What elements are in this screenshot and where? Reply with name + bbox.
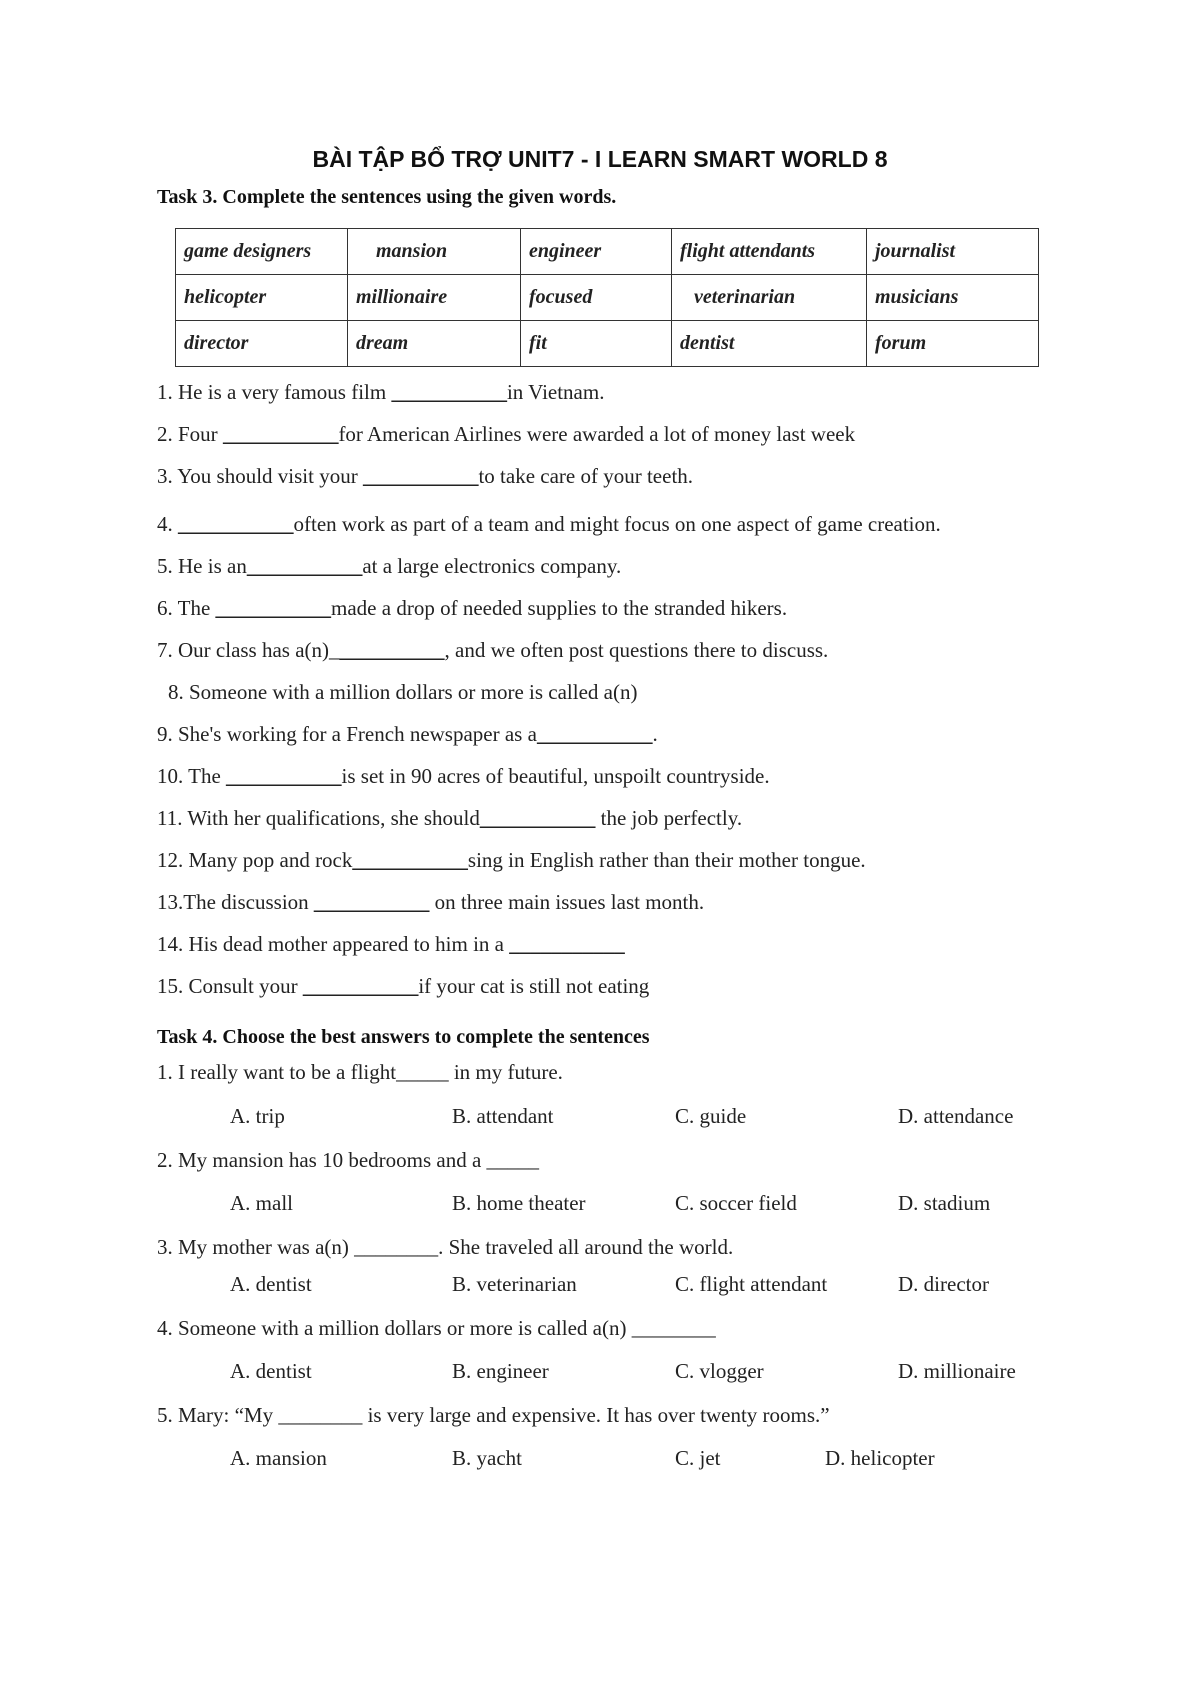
question-5: 5. Mary: “My ________ is very large and expensive. It has over twenty rooms.” <box>157 1403 830 1427</box>
word-cell: dentist <box>672 321 867 367</box>
option-b: B. home theater <box>452 1191 586 1215</box>
question-3: 3. My mother was a(n) ________. She traveled all around the world. <box>157 1235 734 1259</box>
sentence-5: 5. He is an___________at a large electronics company. <box>157 554 622 578</box>
option-a: A. dentist <box>230 1359 312 1383</box>
question-4: 4. Someone with a million dollars or more is called a(n) ________ <box>157 1316 716 1340</box>
option-b: B. attendant <box>452 1104 554 1128</box>
word-cell: millionaire <box>348 275 521 321</box>
option-a: A. trip <box>230 1104 285 1128</box>
sentence-14: 14. His dead mother appeared to him in a ___________ <box>157 932 625 956</box>
word-cell: veterinarian <box>672 275 867 321</box>
option-d: D. helicopter <box>825 1446 935 1470</box>
sentence-3: 3. You should visit your ___________to take care of your teeth. <box>157 464 694 488</box>
word-box <box>175 228 1039 367</box>
word-cell: musicians <box>867 275 1039 321</box>
sentence-4: 4. ___________often work as part of a team and might focus on one aspect of game creation. <box>157 512 941 536</box>
option-a: A. mansion <box>230 1446 327 1470</box>
option-b: B. veterinarian <box>452 1272 577 1296</box>
word-cell: helicopter <box>176 275 348 321</box>
sentence-10: 10. The ___________is set in 90 acres of beautiful, unspoilt countryside. <box>157 764 770 788</box>
word-cell: game designers <box>176 229 348 275</box>
word-cell: mansion <box>348 229 521 275</box>
sentence-12: 12. Many pop and rock___________sing in English rather than their mother tongue. <box>157 848 866 872</box>
sentence-1: 1. He is a very famous film ___________in Vietnam. <box>157 380 605 404</box>
word-cell: forum <box>867 321 1039 367</box>
option-d: D. attendance <box>898 1104 1014 1128</box>
word-cell: focused <box>521 275 672 321</box>
option-d: D. stadium <box>898 1191 991 1215</box>
option-c: C. flight attendant <box>675 1272 828 1296</box>
sentence-7: 7. Our class has a(n)___________, and we often post questions there to discuss. <box>157 638 829 662</box>
word-cell: journalist <box>867 229 1039 275</box>
sentence-2: 2. Four ___________for American Airlines were awarded a lot of money last week <box>157 422 856 446</box>
word-cell: director <box>176 321 348 367</box>
sentence-13: 13.The discussion ___________ on three main issues last month. <box>157 890 705 914</box>
question-1: 1. I really want to be a flight_____ in my future. <box>157 1060 563 1084</box>
option-a: A. mall <box>230 1191 293 1215</box>
sentence-8: 8. Someone with a million dollars or more is called a(n) <box>168 680 638 704</box>
option-c: C. soccer field <box>675 1191 797 1215</box>
option-b: B. yacht <box>452 1446 522 1470</box>
option-b: B. engineer <box>452 1359 549 1383</box>
task4-heading: Task 4. Choose the best answers to complete the sentences <box>157 1026 650 1048</box>
option-c: C. jet <box>675 1446 721 1470</box>
question-2: 2. My mansion has 10 bedrooms and a _____ <box>157 1148 540 1172</box>
word-row <box>176 321 1039 367</box>
option-d: D. millionaire <box>898 1359 1016 1383</box>
word-cell: flight attendants <box>672 229 867 275</box>
option-a: A. dentist <box>230 1272 312 1296</box>
page-title: BÀI TẬP BỔ TRỢ UNIT7 - I LEARN SMART WORLD 8 <box>312 146 888 172</box>
task3-heading: Task 3. Complete the sentences using the given words. <box>157 186 617 208</box>
sentence-6: 6. The ___________made a drop of needed supplies to the stranded hikers. <box>157 596 788 620</box>
sentence-11: 11. With her qualifications, she should___________ the job perfectly. <box>157 806 743 830</box>
option-d: D. director <box>898 1272 989 1296</box>
word-row <box>176 275 1039 321</box>
word-row <box>176 229 1039 275</box>
word-cell: dream <box>348 321 521 367</box>
word-cell: fit <box>521 321 672 367</box>
option-c: C. guide <box>675 1104 747 1128</box>
word-cell: engineer <box>521 229 672 275</box>
sentence-15: 15. Consult your ___________if your cat is still not eating <box>157 974 650 998</box>
option-c: C. vlogger <box>675 1359 764 1383</box>
sentence-9: 9. She's working for a French newspaper as a___________. <box>157 722 658 746</box>
